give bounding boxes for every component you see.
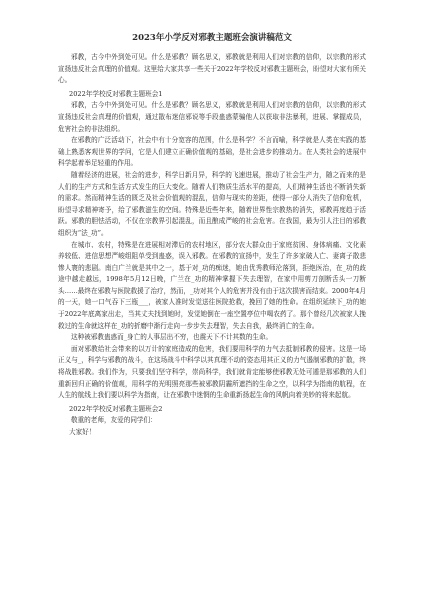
paragraph: 邪教，古今中外到处可见。什么是邪教？顾名思义，邪教就是利用人们对宗教的信仰，以宗教的形式宣扬违反社会真理的价值观，通过散布迷信邪说等手段蛊惑蒙骗他人以获取非法暴利，进展、掌握成员，危害社会的非法组织。 (58, 101, 366, 133)
section-heading-2: 2022年学校反对邪教主题班会2 (69, 404, 163, 413)
greeting-line: 大家好！ (69, 428, 96, 436)
paragraph: 在城市、农村，特殊是在进展相对滞后的农村地区，部分农大群众由于家庭贫困、身体病痛、文化素养较低、进信思想严峻组阻单受到蛊惑，误入邪教。在邪教的宣扬中，发生了许多家破人亡、妻离子散悲惨人寰的悲剧。南白广兰就是其中之一，基于对_功的痴迷，她由优秀教师沦落到，拒绝医治，在_功的歧途中越走越远，1998年5月12日晚，广兰在_功的精神掌握下失去理智，在家中用剪刀剖断舌头一刀断头……最终在邪教与医院救援了治疗，然而，_功对其个人的危害并没有由于这次损害而结束。2000年4月的一天，她一口气吞下三瓶___，被家人准时发觉送往医院抢救，挽回了她的性命。在组织延续下_功的她于2022年底离家出走，当其丈夫找到她时，发觉她倒在一座空置亭位中喝农药了。那个曾经几次被家人挽救过的生命就这样在_功的折磨中渐行走向一步步失去理智，失去自我，最终消亡的生命。 (58, 240, 366, 330)
section-heading-1: 2022年学校反对邪教主题班会1 (69, 89, 163, 98)
paragraph: 在邪教的广泛活动下，社会中有十分宽容的范围，什么是科学？不言而喻，科学就是人类在实践的基础上熟悉客观世界的学问，它是人们建立正确价值观的基础，是社会进步的推动力。在人类社会的进展中科学起着举足轻重的作用。 (58, 136, 366, 168)
paragraph: 面对邪教给社会带来的以万计的家庭造成的危害，我们要用科学的力气去抵制邪教的侵害。这是一场正义与_，科学与邪教的战斗，在这场战斗中科学以其真理不动的姿态用其正义的力气遏制邪教的扩散，终将战胜邪教。我们作为，只要我们坚守科学，崇尚科学，我们就肯定能够使邪教无处可遁是那邪教的人们重新回归正确的价值观，用科学的光明照亮那些被邪教阴霾所遮挡的生命之空，以科学为指南的航程，在人生的航线上我们要以科学为指南，让在邪教中迷惘的生命重新扬起生命的风帆向着美妙的将来起航。 (58, 344, 366, 400)
intro-paragraph: 邪教，古今中外到处可见。什么是邪教？顾名思义，邪教就是利用人们对宗教的信仰，以宗教的形式宣扬违反社会真理的价值观。这里给大家共享一些关于2022年学校反对邪教主题班会，盼望对大家有所关心。 (58, 53, 366, 85)
document-title: 2023年小学反对邪教主题班会演讲稿范文 (132, 33, 292, 43)
paragraph: 随着经济的进展，社会的进步，科学日新月异，科学的飞速进展，推动了社会生产力，随之而来的是人们的生产方式和生活方式发生的巨大变化。随着人们物质生活水平的提高，人们精神生活也不断消失新的需求。然而精神生活的匮乏及社会价值观的混乱，信仰与现实的差距，使得一部分人消失了信仰危机，盼望寻求精神寄予，给了邪教滋生的空间。特殊是近些年来，随着世界性宗教热的消失，邪教再度趋于活跃。邪教的胆怯活动，不仅在宗教界引起混乱，而且酿成严峻的社会危害。在我国，最为引人注目的邪教组织为“法_功”。 (58, 170, 366, 237)
greeting-line: 敬重的老师，友爱的同学们： (71, 416, 157, 425)
paragraph: 这种被邪教蛊惑而_身亡的人事层出不穷，也震天下不计其数的生命。 (71, 333, 273, 342)
